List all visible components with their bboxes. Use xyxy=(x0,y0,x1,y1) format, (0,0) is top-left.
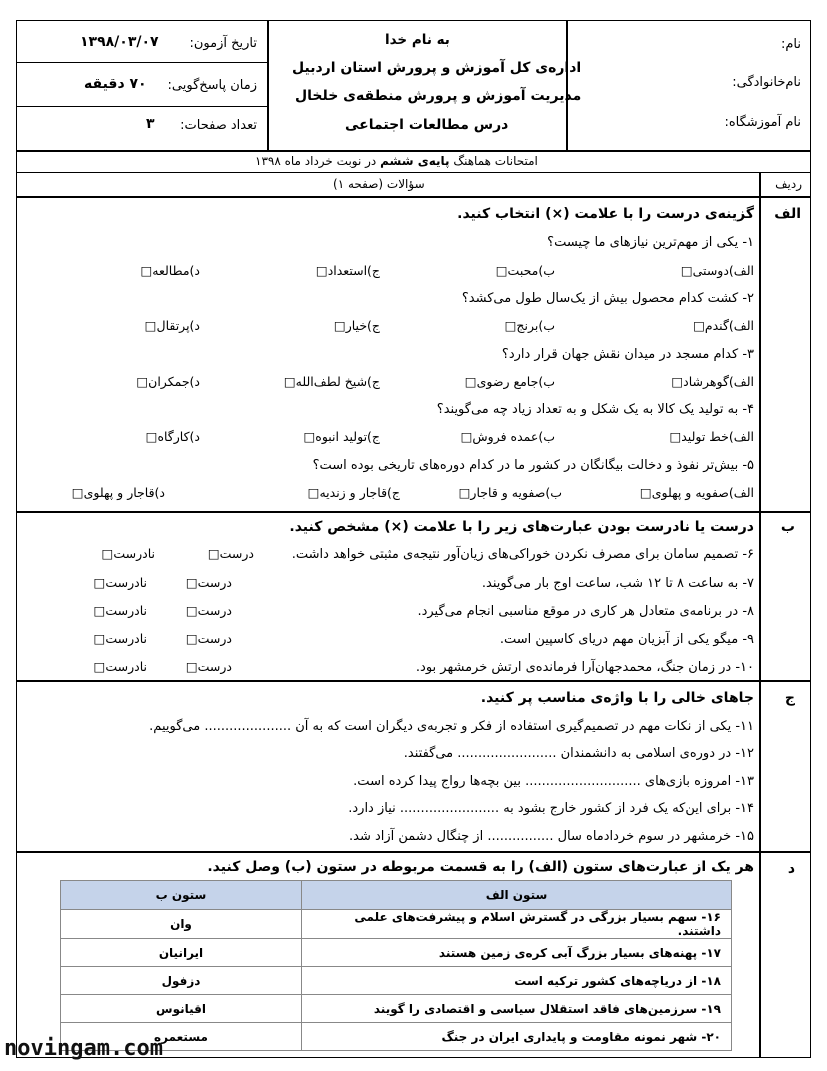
q4-option-b[interactable]: ب)عمده فروش□ xyxy=(460,429,555,444)
question-2: ۲- کشت کدام محصول بیش از یک‌سال طول می‌کشد؟ xyxy=(461,291,754,306)
org-line-2: مدیریت آموزش و پرورش منطقه‌ی خلخال xyxy=(295,88,582,104)
match-a-16[interactable]: ۱۶- سهم بسیار بزرگی در گسترش اسلام و پیشرفت‌های علمی داشتند. xyxy=(302,910,732,939)
bismillah: به نام خدا xyxy=(385,32,450,48)
table-row xyxy=(61,995,732,1023)
time-value: ۷۰ دقیقه xyxy=(84,76,147,92)
school-label: نام آموزشگاه: xyxy=(724,115,801,130)
q1-option-a[interactable]: الف)دوستی□ xyxy=(680,263,754,278)
blank-12: ۱۲- در دوره‌ی اسلامی به دانشمندان ........................ می‌گفتند. xyxy=(403,746,754,761)
q8-false[interactable]: نادرست□ xyxy=(93,603,147,618)
match-b-5[interactable]: مستعمره xyxy=(61,1023,302,1051)
site-watermark: novingam.com xyxy=(4,1036,163,1061)
section-jim-title: جاهای خالی را با واژه‌ی مناسب پر کنید. xyxy=(480,690,754,706)
match-a-17[interactable]: ۱۷- پهنه‌های بسیار بزرگ آبی کره‌ی زمین هستند xyxy=(302,939,732,967)
q3-option-a[interactable]: الف)گوهرشاد□ xyxy=(671,374,754,389)
q1-option-b[interactable]: ب)محبت□ xyxy=(495,263,555,278)
q4-option-a[interactable]: الف)خط تولید□ xyxy=(669,429,754,444)
q10-true[interactable]: درست□ xyxy=(185,659,232,674)
matching-header-row xyxy=(61,881,732,910)
q7-true[interactable]: درست□ xyxy=(185,575,232,590)
q4-option-c[interactable]: ج)تولید انبوه□ xyxy=(303,429,380,444)
q2-option-a[interactable]: الف)گندم□ xyxy=(693,318,754,333)
exam-info: امتحانات هماهنگ پایه‌ی ششم در نوبت خرداد ماه ۱۳۹۸ xyxy=(255,154,538,168)
pages-label: تعداد صفحات: xyxy=(180,118,257,133)
match-b-4[interactable]: اقیانوس xyxy=(61,995,302,1023)
q10-false[interactable]: نادرست□ xyxy=(93,659,147,674)
match-b-3[interactable]: دزفول xyxy=(61,967,302,995)
q7-false[interactable]: نادرست□ xyxy=(93,575,147,590)
q9-false[interactable]: نادرست□ xyxy=(93,631,147,646)
q2-option-c[interactable]: ج)خیار□ xyxy=(333,318,380,333)
q3-option-c[interactable]: ج)شیخ لطف‌الله□ xyxy=(283,374,380,389)
q1-option-d[interactable]: د)مطالعه□ xyxy=(140,263,200,278)
q3-option-d[interactable]: د)جمکران□ xyxy=(136,374,200,389)
org-line-1: اداره‌ی کل آموزش و پرورش استان اردبیل xyxy=(292,60,582,76)
match-a-18[interactable]: ۱۸- از دریاچه‌های کشور ترکیه است xyxy=(302,967,732,995)
blank-13: ۱۳- امروزه بازی‌های ............................ بین بچه‌ها رواج پیدا کرده است. xyxy=(353,774,754,789)
statement-6: ۶- تصمیم سامان برای مصرف نکردن خوراکی‌های زیان‌آور نتیجه‌ی مثبتی خواهد داشت. xyxy=(291,547,754,562)
table-row xyxy=(61,967,732,995)
name-label: نام: xyxy=(780,37,801,52)
q6-false[interactable]: نادرست□ xyxy=(101,546,155,561)
match-a-19[interactable]: ۱۹- سرزمین‌های فاقد استقلال سیاسی و اقتصادی را گویند xyxy=(302,995,732,1023)
row-label: ردیف xyxy=(775,177,802,191)
column-b-header: ستون ب xyxy=(61,881,302,910)
matching-table xyxy=(60,880,732,1051)
q9-true[interactable]: درست□ xyxy=(185,631,232,646)
date-value: ۱۳۹۸/۰۳/۰۷ xyxy=(80,34,159,50)
q5-option-a[interactable]: الف)صفویه و پهلوی□ xyxy=(639,485,754,500)
section-letter-alef: الف xyxy=(774,206,801,222)
statement-7: ۷- به ساعت ۸ تا ۱۲ شب، ساعت اوج بار می‌گویند. xyxy=(481,576,754,591)
q6-true[interactable]: درست□ xyxy=(207,546,254,561)
statement-9: ۹- میگو یکی از آبزیان مهم دریای کاسپین است. xyxy=(499,632,754,647)
statement-8: ۸- در برنامه‌ی متعادل هر کاری در موقع مناسبی انجام می‌گیرد. xyxy=(417,604,754,619)
section-letter-be: ب xyxy=(780,519,795,535)
column-a-header: ستون الف xyxy=(302,881,732,910)
date-label: تاریخ آزمون: xyxy=(189,36,257,51)
q2-option-b[interactable]: ب)برنج□ xyxy=(504,318,555,333)
pages-value: ۳ xyxy=(146,116,155,132)
family-label: نام‌خانوادگی: xyxy=(732,75,801,90)
q5-option-d[interactable]: د)قاجار و پهلوی□ xyxy=(71,485,165,500)
q1-option-c[interactable]: ج)استعداد□ xyxy=(315,263,380,278)
q2-option-d[interactable]: د)پرتقال□ xyxy=(144,318,200,333)
time-label: زمان پاسخ‌گویی: xyxy=(167,78,257,93)
questions-page-label: سؤالات (صفحه ۱) xyxy=(333,177,425,191)
question-3: ۳- کدام مسجد در میدان نقش جهان قرار دارد؟ xyxy=(501,347,754,362)
section-dal-title: هر یک از عبارت‌های ستون (الف) را به قسمت مربوطه در ستون (ب) وصل کنید. xyxy=(207,859,754,875)
blank-11: ۱۱- یکی از نکات مهم در تصمیم‌گیری استفاده از فکر و تجربه‌ی دیگران است که به آن ..................... می‌گوییم. xyxy=(149,719,754,734)
match-b-1[interactable]: وان xyxy=(61,910,302,939)
section-be-title: درست یا نادرست بودن عبارت‌های زیر را با علامت (×) مشخص کنید. xyxy=(289,519,754,535)
question-4: ۴- به تولید یک کالا به یک شکل و به تعداد زیاد چه می‌گویند؟ xyxy=(436,402,754,417)
section-alef-title: گزینه‌ی درست را با علامت (×) انتخاب کنید. xyxy=(457,206,754,222)
blank-14: ۱۴- برای این‌که یک فرد از کشور خارج بشود به ........................ نیاز دارد. xyxy=(348,801,754,816)
q5-option-b[interactable]: ب)صفویه و قاجار□ xyxy=(458,485,562,500)
q4-option-d[interactable]: د)کارگاه□ xyxy=(145,429,200,444)
q3-option-b[interactable]: ب)جامع رضوی□ xyxy=(464,374,555,389)
table-row xyxy=(61,939,732,967)
statement-10: ۱۰- در زمان جنگ، محمدجهان‌آرا فرمانده‌ی ارتش خرمشهر بود. xyxy=(415,660,754,675)
question-1: ۱- یکی از مهم‌ترین نیازهای ما چیست؟ xyxy=(547,235,754,250)
q8-true[interactable]: درست□ xyxy=(185,603,232,618)
match-b-2[interactable]: ایرانیان xyxy=(61,939,302,967)
match-a-20[interactable]: ۲۰- شهر نمونه مقاومت و پایداری ایران در جنگ xyxy=(302,1023,732,1051)
section-letter-dal: د xyxy=(787,861,795,877)
subject-title: درس مطالعات اجتماعی xyxy=(345,117,509,133)
question-5: ۵- بیش‌تر نفوذ و دخالت بیگانگان در کشور ما در کدام دوره‌های تاریخی بوده است؟ xyxy=(312,458,754,473)
section-letter-jim: ج xyxy=(784,690,795,706)
table-row xyxy=(61,910,732,939)
blank-15: ۱۵- خرمشهر در سوم خردادماه سال ................ از چنگال دشمن آزاد شد. xyxy=(349,829,754,844)
q5-option-c[interactable]: ج)قاجار و زندیه□ xyxy=(307,485,400,500)
